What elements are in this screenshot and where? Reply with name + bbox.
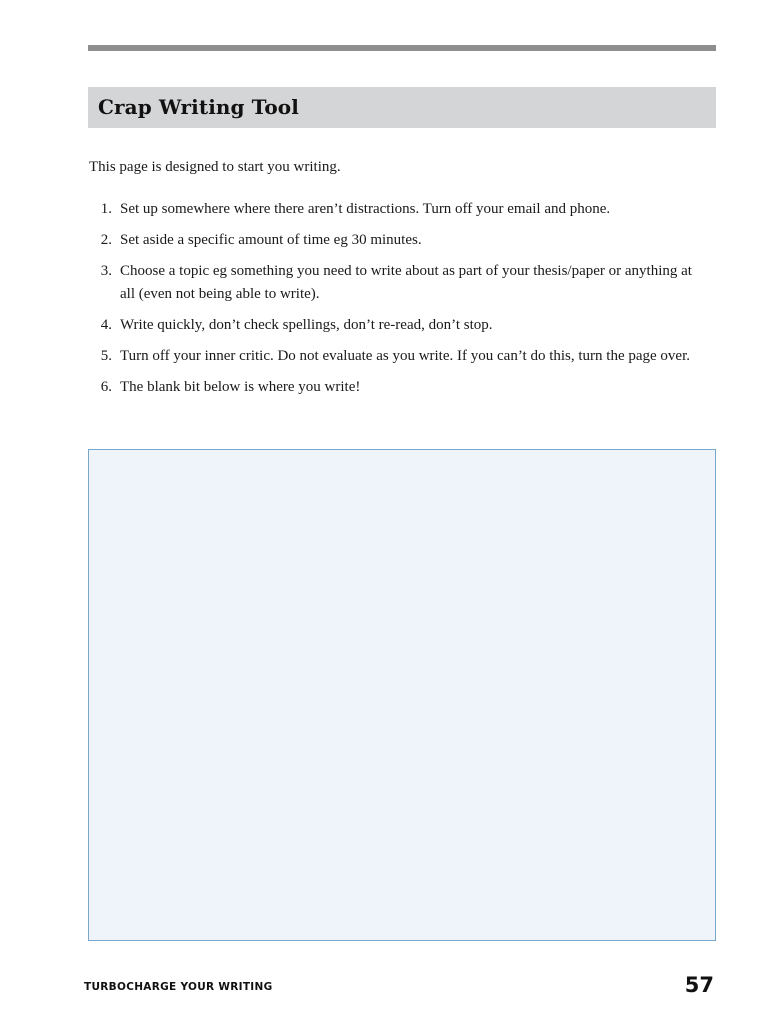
step-text: The blank bit below is where you write! (120, 379, 361, 395)
step-item (89, 260, 701, 306)
page-number: 57 (684, 973, 714, 997)
top-divider (88, 45, 716, 51)
step-item (89, 198, 701, 221)
step-text: Set aside a specific amount of time eg 30 minutes. (120, 232, 422, 248)
step-text: Choose a topic eg something you need to write about as part of your thesis/paper or anything at all (even not being able to write). (120, 263, 692, 302)
step-number: 4. (100, 317, 112, 333)
step-text: Turn off your inner critic. Do not evaluate as you write. If you can’t do this, turn the page over. (120, 348, 691, 364)
footer-book-title: TURBOCHARGE YOUR WRITING (84, 981, 273, 993)
section-title: Crap Writing Tool (98, 95, 299, 119)
step-item (89, 229, 701, 252)
intro-text: This page is designed to start you writing. (89, 159, 341, 175)
step-text: Write quickly, don’t check spellings, don’t re-read, don’t stop. (120, 317, 493, 333)
step-number: 6. (100, 379, 112, 395)
step-number: 3. (100, 263, 112, 279)
step-number: 1. (100, 201, 112, 217)
step-item (89, 345, 701, 368)
step-number: 5. (100, 348, 112, 364)
step-text: Set up somewhere where there aren’t distractions. Turn off your email and phone. (120, 201, 611, 217)
writing-area[interactable] (88, 449, 716, 941)
step-item (89, 376, 701, 399)
steps-list (89, 198, 701, 407)
step-item (89, 314, 701, 337)
step-number: 2. (100, 232, 112, 248)
section-title-bar (88, 87, 716, 128)
